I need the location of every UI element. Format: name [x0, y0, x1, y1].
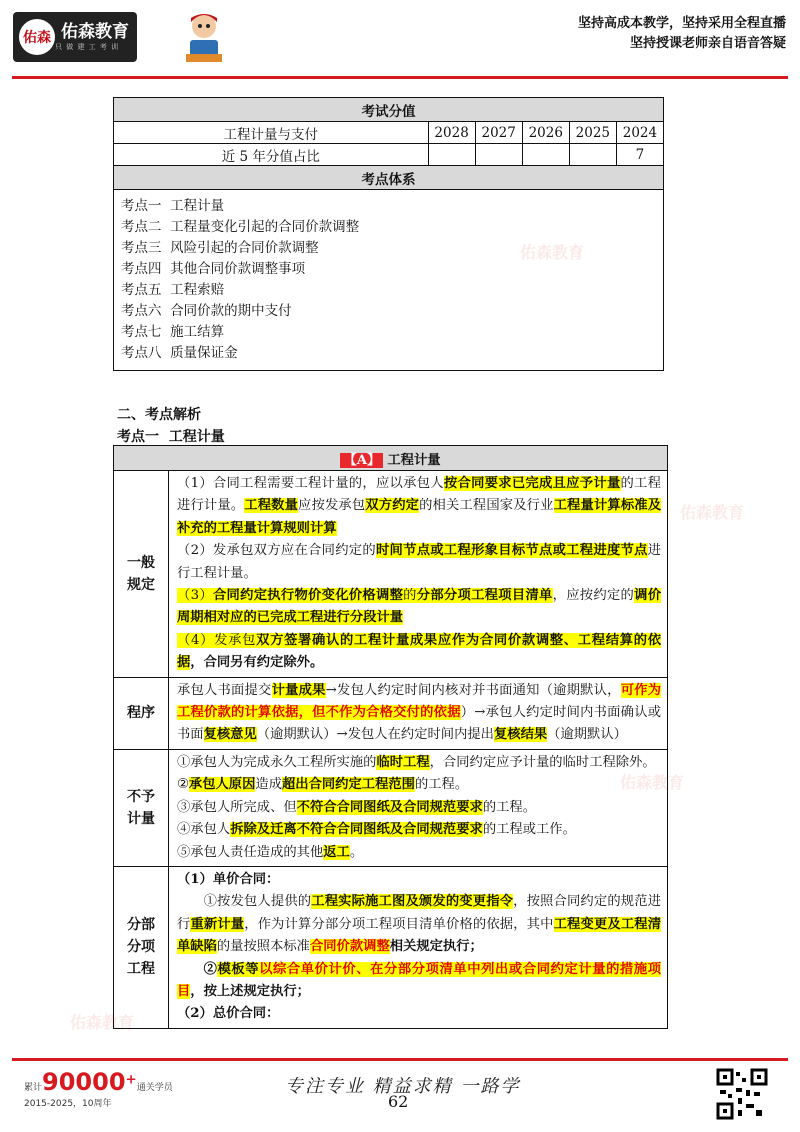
footer-divider	[12, 1058, 788, 1061]
year-cell: 2024	[616, 122, 663, 144]
brand-name: 佑森教育	[61, 22, 129, 42]
row-label: 分部 分项 工程	[114, 866, 169, 1028]
detail-table	[113, 445, 668, 1029]
watermark: 佑森教育	[620, 773, 685, 792]
score-cell: 7	[616, 144, 663, 166]
list-item: 考点一 工程计量	[121, 198, 225, 214]
anniversary: 2015-2025，10周年	[24, 1099, 112, 1109]
subitem-text: （1）单价合同： ①按发包人提供的工程实际施工图及颁发的变更指令，按照合同约定的规范进行重新计量，作为计算分部分项工程项目清单价格的依据，其中工程变更及工程清单缺陷的量按照本标准合同价款调整相关规定执行； ②模板等以综合单价计价、在分部分项清单中列出或合同约定计量的措施项目，按上述规定执行； （2）总价合同：	[169, 866, 668, 1028]
row-label: 程序	[114, 677, 169, 749]
logo-seal-icon: 佑森	[19, 19, 55, 55]
general-rules: （1）合同工程需要工程计量的，应以承包人按合同要求已完成且应予计量的工程 进行计量。工程数量应按发承包双方约定的相关工程国家及行业工程量计算标准及补充的工程量计算规则计算 （2）发承包双方应在合同约定的时间节点或工程形象目标节点或工程进度节点进行工程计量。 （3）合同约定执行物价变化价格调整的分部分项工程项目清单，应按约定的调价周期相对应的已完成工程进行分段计量 （4）发承包双方签署确认的工程计量成果应作为合同价款调整、工程结算的依据，合同另有约定除外。	[169, 471, 668, 678]
row-label-ratio: 近 5 年分值占比	[114, 144, 429, 166]
row-label-item: 工程计量与支付	[114, 122, 429, 144]
detail-title-text: 工程计量	[387, 452, 441, 468]
watermark: 佑森教育	[70, 1013, 135, 1032]
slogan-line-2: 坚持授课老师亲自语音答疑	[629, 36, 786, 51]
list-item: 考点二 工程量变化引起的合同价款调整	[121, 219, 360, 235]
point-list	[114, 190, 664, 371]
score-cell	[569, 144, 616, 166]
slogan-line-1: 坚持高成本教学，坚持采用全程直播	[577, 16, 786, 31]
count-prefix: 累计	[24, 1083, 43, 1093]
row-label: 不予 计量	[114, 749, 169, 866]
list-item: 考点四 其他合同价款调整事项	[121, 261, 306, 277]
exclusion-list: ①承包人为完成永久工程所实施的临时工程，合同约定应予计量的临时工程除外。 ②承包人原因造成超出合同约定工程范围的工程。 ③承包人所完成、但不符合合同图纸及合同规范要求的工程。 ④承包人拆除及迁离不符合合同图纸及合同规范要求的工程或工作。 ⑤承包人责任造成的其他返工。	[169, 749, 668, 866]
section-subheading: 考点一 工程计量	[117, 429, 225, 445]
procedure-text: 承包人书面提交计量成果→发包人约定时间内核对并书面通知（逾期默认，可作为工程价款的计算依据，但不作为合格交付的依据）→承包人约定时间内书面确认或书面复核意见（逾期默认）→发包人在约定时间内提出复核结果（逾期默认）	[169, 677, 668, 749]
score-cell	[522, 144, 569, 166]
row-label: 一般 规定	[114, 471, 169, 678]
section-heading: 二、考点解析	[117, 407, 201, 423]
detail-table-title	[114, 446, 668, 471]
level-tag: 【A】	[340, 453, 383, 468]
year-cell: 2025	[569, 122, 616, 144]
watermark: 佑森教育	[520, 243, 585, 262]
qr-code-icon	[716, 1068, 768, 1120]
mascot-icon	[180, 10, 228, 66]
list-item: 考点三 风险引起的合同价款调整	[121, 240, 319, 256]
list-item: 考点六 合同价款的期中支付	[121, 303, 292, 319]
year-cell: 2027	[475, 122, 522, 144]
brand-logo	[13, 12, 137, 62]
student-count: 90000	[42, 1068, 126, 1096]
list-item: 考点五 工程索赔	[121, 282, 225, 298]
score-cell	[475, 144, 522, 166]
score-table-title: 考试分值	[114, 98, 664, 122]
count-suffix: 通关学员	[136, 1083, 173, 1093]
watermark: 佑森教育	[680, 503, 745, 522]
count-plus: +	[125, 1072, 137, 1088]
score-table	[113, 97, 664, 371]
page-number: 62	[388, 1092, 409, 1111]
score-cell	[428, 144, 475, 166]
header-divider	[12, 76, 788, 79]
footer-stats	[24, 1068, 173, 1109]
year-cell: 2026	[522, 122, 569, 144]
slogan	[578, 14, 786, 54]
list-item: 考点七 施工结算	[121, 324, 225, 340]
year-cell: 2028	[428, 122, 475, 144]
signature: 专注专业 精益求精 一路学	[285, 1076, 521, 1097]
list-item: 考点八 质量保证金	[121, 345, 238, 361]
system-title: 考点体系	[114, 166, 664, 190]
brand-subtitle: 只 做 建 工 考 训	[55, 43, 120, 51]
